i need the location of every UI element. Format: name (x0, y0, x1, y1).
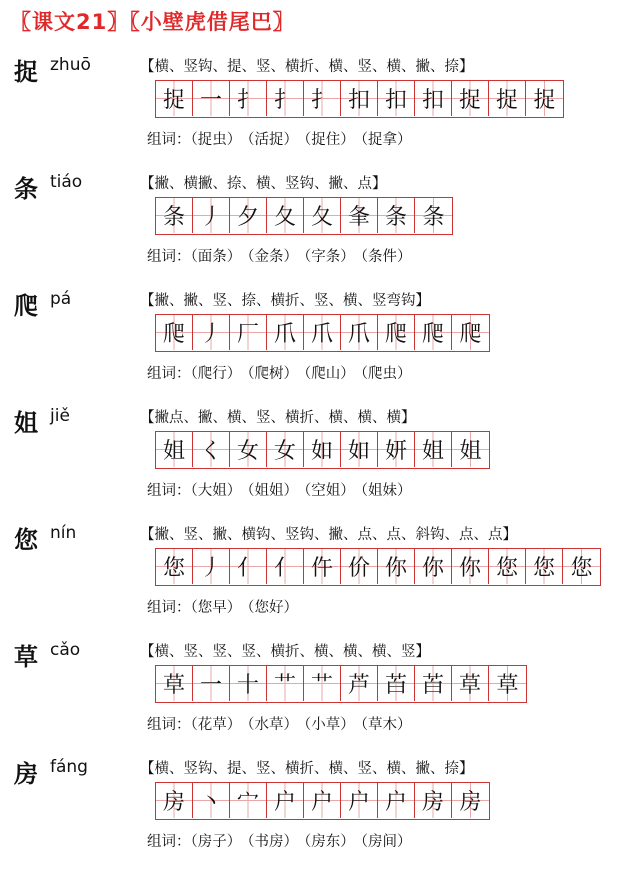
word-item: （金条） (247, 249, 298, 265)
stroke-cell: 夂 (267, 198, 304, 233)
word-item: （草木） (360, 717, 412, 733)
word-item: （字条） (304, 249, 355, 265)
word-item: （爬树） (247, 366, 298, 382)
character: 您 (14, 526, 38, 554)
stroke-cell: 草 (156, 666, 193, 701)
stroke-cell: 仵 (304, 549, 341, 584)
word-item: （条件） (360, 249, 412, 265)
stroke-grid (155, 314, 490, 352)
stroke-cell: 姐 (452, 432, 489, 467)
character: 条 (14, 175, 38, 203)
stroke-cell: 厂 (230, 315, 267, 350)
stroke-cell: 您 (526, 549, 563, 584)
stroke-grid (155, 665, 527, 703)
stroke-cell: 你 (378, 549, 415, 584)
stroke-cell: 爬 (378, 315, 415, 350)
word-list (147, 245, 418, 266)
word-item: （房间） (360, 834, 412, 850)
stroke-cell: 姐 (156, 432, 193, 467)
word-list (147, 479, 418, 500)
stroke-order-text: 【横、竖、竖、竖、横折、横、横、横、竖】 (140, 644, 430, 660)
stroke-grid (155, 80, 564, 118)
stroke-cell: 价 (341, 549, 378, 584)
word-list (147, 128, 418, 149)
stroke-cell: 芦 (341, 666, 378, 701)
word-item: （小草） (304, 717, 355, 733)
stroke-cell: 捉 (489, 81, 526, 116)
stroke-cell: 扌 (230, 81, 267, 116)
character-entry (0, 401, 640, 519)
stroke-cell: 捉 (452, 81, 489, 116)
word-item: （姐妹） (360, 483, 412, 499)
character-entry (0, 752, 640, 870)
stroke-grid (155, 548, 601, 586)
character-entry (0, 635, 640, 753)
character-entry (0, 167, 640, 285)
stroke-order-text: 【撇、竖、撇、横钩、竖钩、撇、点、点、斜钩、点、点】 (140, 527, 517, 543)
words-label: 组词： (147, 834, 191, 850)
stroke-cell: 你 (415, 549, 452, 584)
stroke-cell: 丿 (193, 549, 230, 584)
stroke-cell: 您 (156, 549, 193, 584)
character-entry (0, 50, 640, 168)
stroke-cell: 扣 (341, 81, 378, 116)
stroke-cell: 十 (230, 666, 267, 701)
word-item: （爬山） (304, 366, 355, 382)
pinyin: cǎo (50, 640, 81, 660)
stroke-cell: 一 (193, 81, 230, 116)
stroke-cell: 爬 (452, 315, 489, 350)
stroke-order-text: 【撇、横撇、捺、横、竖钩、撇、点】 (140, 176, 387, 192)
pinyin: pá (50, 289, 72, 309)
character: 姐 (14, 409, 38, 437)
stroke-order-text: 【横、竖钩、提、竖、横折、横、竖、横、撇、捺】 (140, 761, 474, 777)
stroke-cell: 亻 (230, 549, 267, 584)
words-label: 组词： (147, 249, 191, 265)
pinyin: fáng (50, 757, 88, 777)
word-item: （捉虫） (190, 132, 242, 148)
word-list (147, 596, 304, 617)
stroke-grid (155, 782, 490, 820)
character-entry (0, 284, 640, 402)
word-item: （大姐） (190, 483, 242, 499)
stroke-cell: 你 (452, 549, 489, 584)
stroke-cell: 爬 (156, 315, 193, 350)
word-list (147, 713, 418, 734)
word-item: （捉住） (304, 132, 355, 148)
stroke-cell: 丿 (193, 198, 230, 233)
stroke-cell: 夆 (341, 198, 378, 233)
stroke-cell: 夕 (230, 198, 267, 233)
stroke-cell: 房 (452, 783, 489, 818)
stroke-cell: 扣 (378, 81, 415, 116)
character: 房 (14, 760, 38, 788)
stroke-order-text: 【撇点、撇、横、竖、横折、横、横、横】 (140, 410, 416, 426)
stroke-cell: 丶 (193, 783, 230, 818)
word-item: （爬虫） (360, 366, 412, 382)
character-entry (0, 518, 640, 636)
stroke-cell: 扌 (304, 81, 341, 116)
stroke-cell: 姐 (415, 432, 452, 467)
stroke-cell: 草 (452, 666, 489, 701)
stroke-order-text: 【横、竖钩、提、竖、横折、横、竖、横、撇、捺】 (140, 59, 474, 75)
stroke-cell: 捉 (526, 81, 563, 116)
stroke-cell: 苩 (378, 666, 415, 701)
stroke-cell: 宀 (230, 783, 267, 818)
lesson-title: 〖课文21〗〖小壁虎借尾巴〗 (10, 10, 295, 34)
word-item: （活捉） (247, 132, 298, 148)
stroke-cell: 爪 (341, 315, 378, 350)
stroke-cell: 户 (267, 783, 304, 818)
stroke-cell: 扣 (415, 81, 452, 116)
stroke-cell: 艹 (304, 666, 341, 701)
pinyin: jiě (50, 406, 70, 426)
stroke-cell: 夂 (304, 198, 341, 233)
word-item: （花草） (190, 717, 242, 733)
stroke-cell: 户 (341, 783, 378, 818)
word-item: （姐姐） (247, 483, 298, 499)
word-item: （房子） (190, 834, 242, 850)
stroke-cell: 条 (415, 198, 452, 233)
stroke-cell: 爬 (415, 315, 452, 350)
word-item: （您早） (190, 600, 242, 616)
words-label: 组词： (147, 132, 191, 148)
stroke-cell: 户 (378, 783, 415, 818)
stroke-cell: 如 (304, 432, 341, 467)
stroke-cell: 户 (304, 783, 341, 818)
word-item: （水草） (247, 717, 298, 733)
stroke-grid (155, 197, 453, 235)
character: 爬 (14, 292, 38, 320)
stroke-cell: 条 (378, 198, 415, 233)
words-label: 组词： (147, 717, 191, 733)
stroke-cell: 苩 (415, 666, 452, 701)
word-item: （捉拿） (360, 132, 412, 148)
stroke-cell: 妍 (378, 432, 415, 467)
word-item: （空姐） (304, 483, 355, 499)
stroke-grid (155, 431, 490, 469)
stroke-cell: 一 (193, 666, 230, 701)
words-label: 组词： (147, 366, 191, 382)
word-item: （爬行） (190, 366, 242, 382)
character: 捉 (14, 58, 38, 86)
stroke-cell: 爪 (267, 315, 304, 350)
stroke-cell: 女 (230, 432, 267, 467)
stroke-cell: く (193, 432, 230, 467)
stroke-cell: 扌 (267, 81, 304, 116)
stroke-cell: 草 (489, 666, 526, 701)
stroke-cell: 条 (156, 198, 193, 233)
word-list (147, 830, 418, 851)
word-item: （面条） (190, 249, 242, 265)
words-label: 组词： (147, 600, 191, 616)
stroke-cell: 艹 (267, 666, 304, 701)
stroke-cell: 爪 (304, 315, 341, 350)
stroke-cell: 丿 (193, 315, 230, 350)
stroke-cell: 女 (267, 432, 304, 467)
stroke-cell: 捉 (156, 81, 193, 116)
character: 草 (14, 643, 38, 671)
stroke-cell: 您 (489, 549, 526, 584)
words-label: 组词： (147, 483, 191, 499)
pinyin: tiáo (50, 172, 83, 192)
word-item: （房东） (304, 834, 355, 850)
pinyin: zhuō (50, 55, 91, 75)
word-item: （书房） (247, 834, 298, 850)
stroke-cell: 房 (156, 783, 193, 818)
pinyin: nín (50, 523, 77, 543)
stroke-cell: 亻 (267, 549, 304, 584)
stroke-order-text: 【撇、撇、竖、捺、横折、竖、横、竖弯钩】 (140, 293, 430, 309)
word-item: （您好） (247, 600, 298, 616)
stroke-cell: 房 (415, 783, 452, 818)
word-list (147, 362, 418, 383)
stroke-cell: 如 (341, 432, 378, 467)
stroke-cell: 您 (563, 549, 600, 584)
